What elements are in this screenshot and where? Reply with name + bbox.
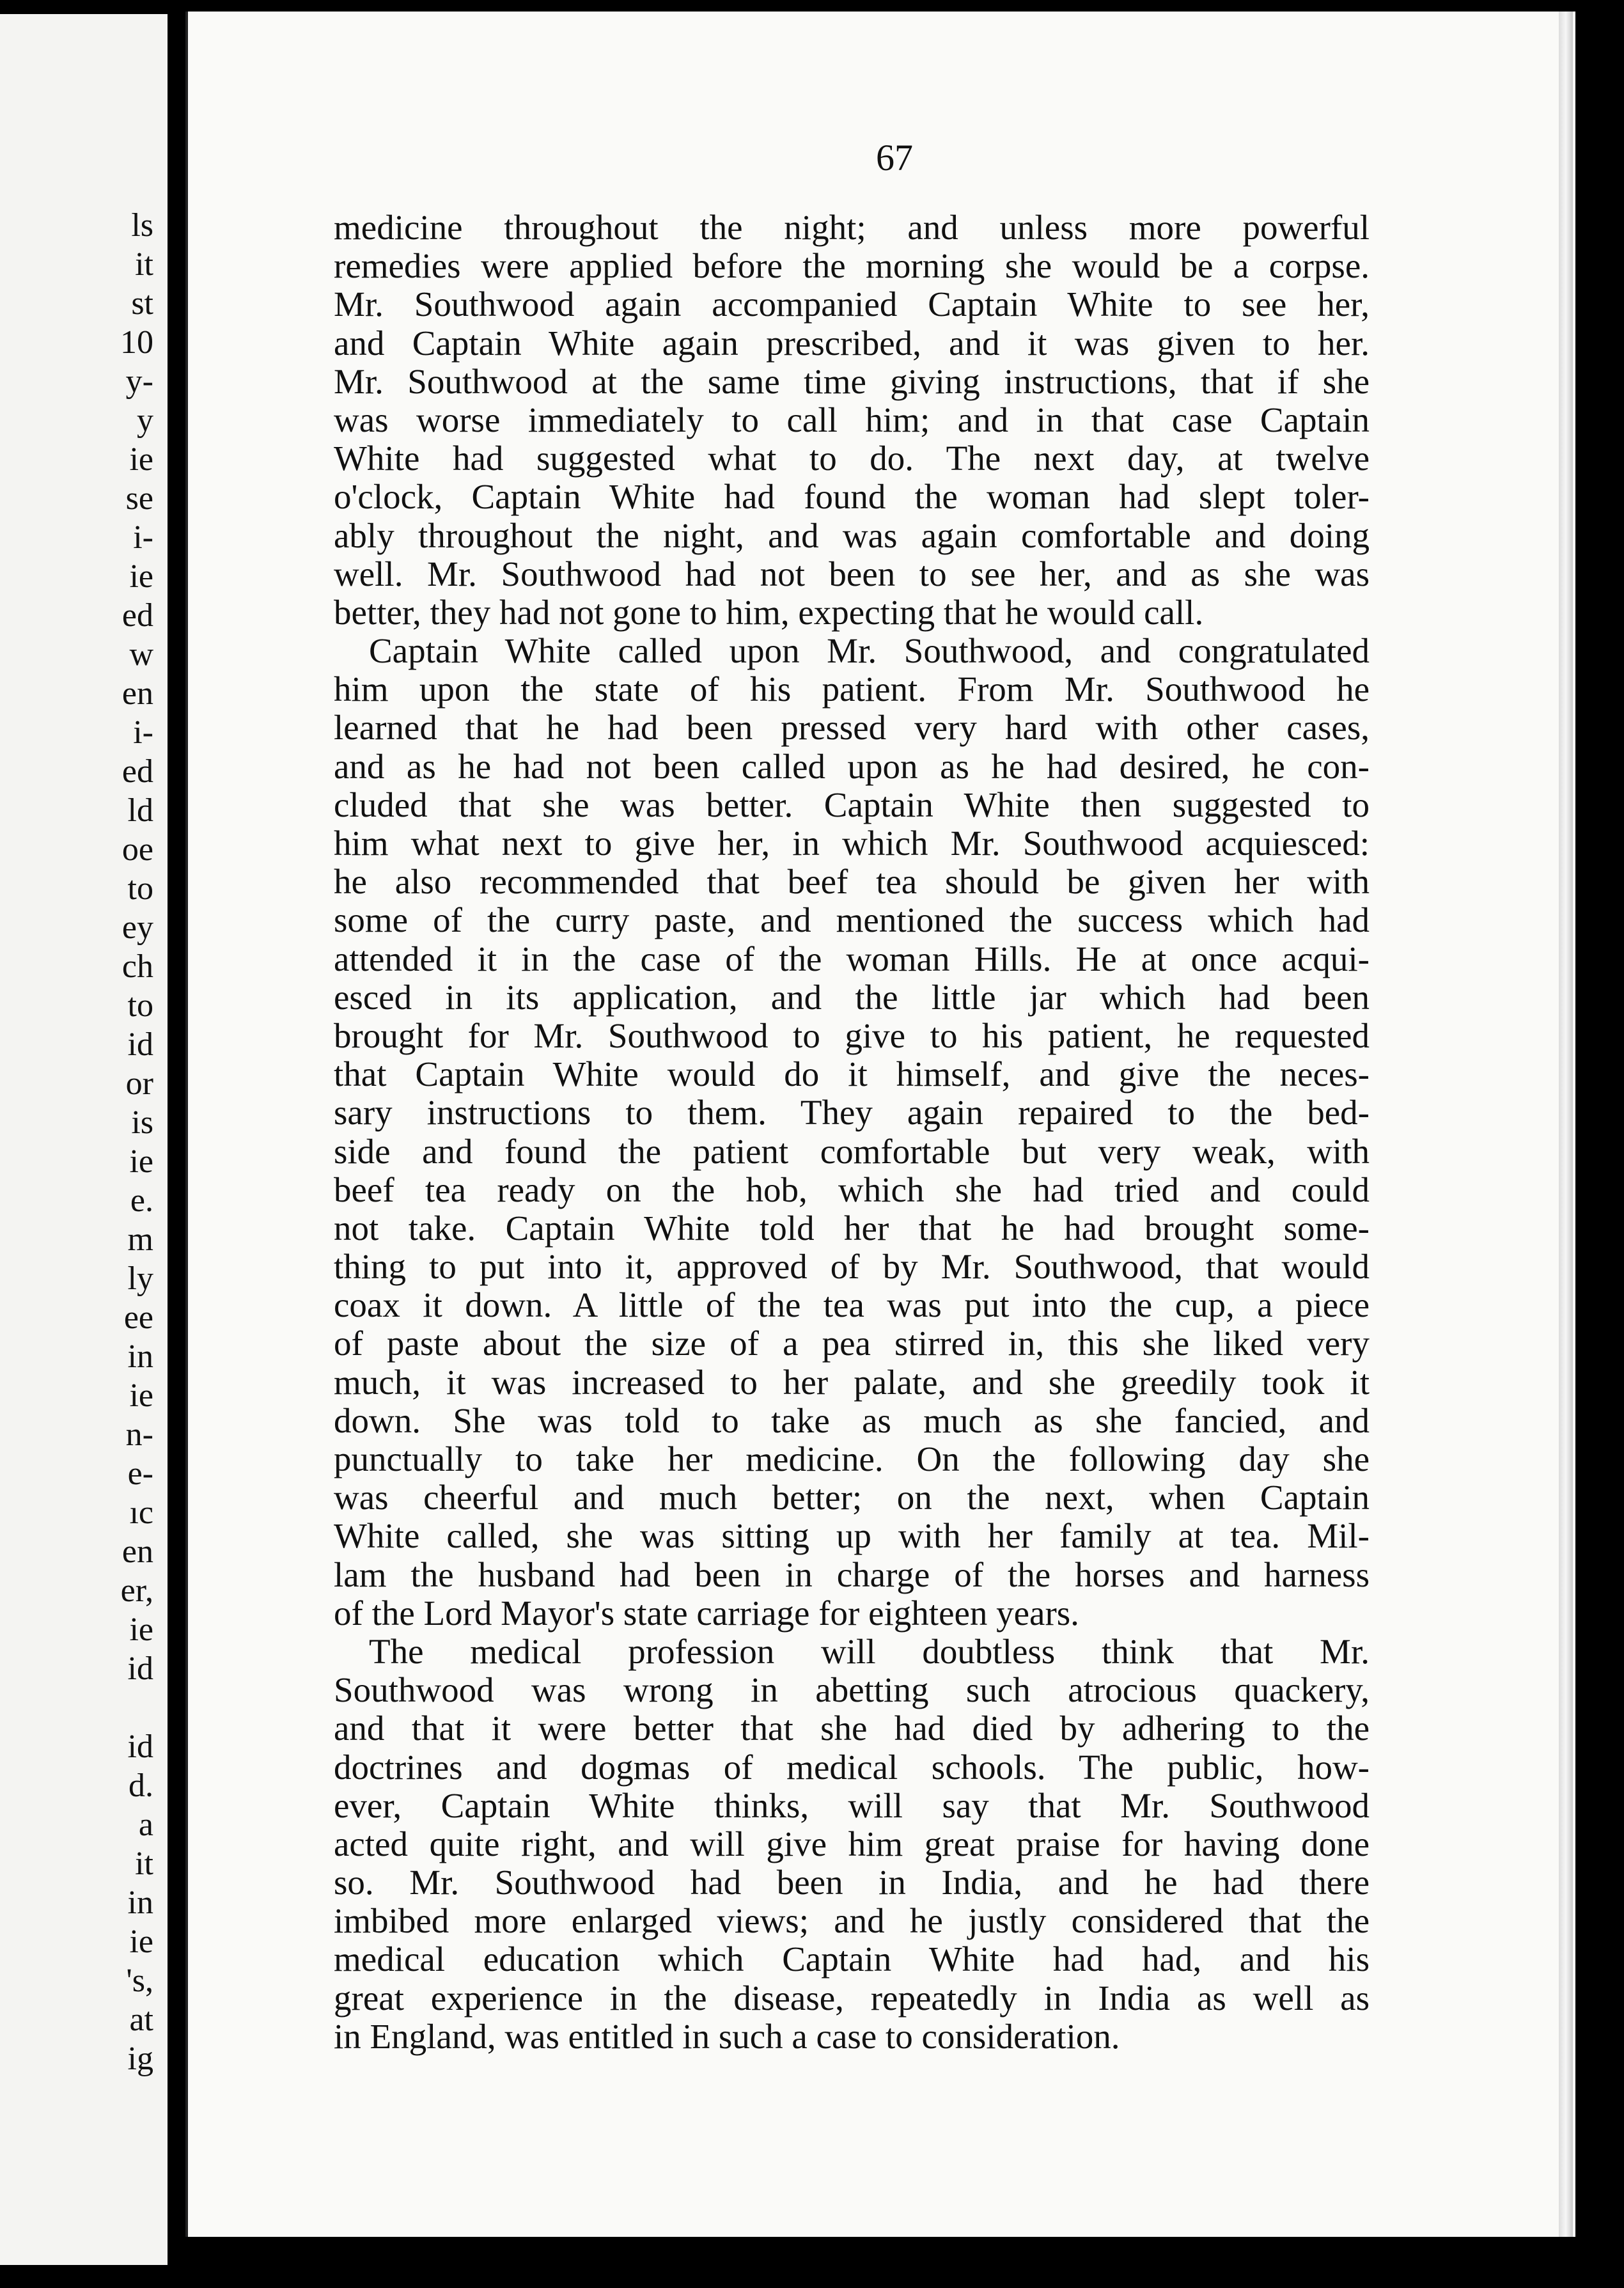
text-line: him what next to give her, in which Mr. Southwood acquiesced: — [334, 824, 1370, 863]
text-line: great experience in the disease, repeatedly in India as well as — [334, 1978, 1370, 2018]
facing-page-fragment: e. — [130, 1182, 153, 1219]
text-line: beef tea ready on the hob, which she had tried and could — [334, 1170, 1370, 1209]
text-line: he also recommended that beef tea should be given her with — [334, 863, 1370, 902]
text-line: ably throughout the night, and was again comfortable and doing — [334, 516, 1370, 555]
text-line: and Captain White again prescribed, and it was given to her. — [334, 324, 1370, 363]
facing-page-fragment: ly — [127, 1260, 153, 1297]
facing-page-fragment: ch — [121, 948, 153, 985]
facing-page-fragment: en — [121, 675, 153, 712]
text-line: of paste about the size of a pea stirred in, this she liked very — [334, 1324, 1370, 1363]
facing-page-fragment: ie — [129, 1377, 153, 1414]
body-text — [334, 208, 1370, 2056]
text-line: thing to put into it, approved of by Mr. Southwood, that would — [334, 1248, 1370, 1287]
text-line: cluded that she was better. Captain White then suggested to — [334, 785, 1370, 824]
facing-page-fragment: id — [127, 1026, 153, 1063]
text-line: was worse immediately to call him; and in that case Captain — [334, 400, 1370, 439]
text-line: imbibed more enlarged views; and he justly considered that the — [334, 1902, 1370, 1941]
facing-page-fragment: oe — [121, 831, 153, 868]
facing-page-fragment — [0, 1688, 153, 1727]
text-line: lam the husband had been in charge of the horses and harness — [334, 1555, 1370, 1594]
facing-page-fragment: ee — [123, 1299, 153, 1336]
text-line: acted quite right, and will give him great praise for having done — [334, 1824, 1370, 1863]
facing-page-fragment: ie — [129, 441, 153, 478]
facing-page-fragment: se — [125, 480, 153, 517]
text-line: o'clock, Captain White had found the woman had slept toler- — [334, 478, 1370, 517]
facing-page-fragment: n- — [125, 1416, 153, 1453]
facing-page-fragment: e- — [127, 1455, 153, 1492]
facing-page-fragment: to — [127, 870, 153, 907]
facing-page-fragment: it — [135, 246, 153, 283]
facing-page-fragment: ig — [127, 2041, 153, 2077]
text-line: White called, she was sitting up with her family at tea. Mil- — [334, 1517, 1370, 1556]
facing-page-fragment: ey — [121, 909, 153, 946]
text-line: down. She was told to take as much as she fancied, and — [334, 1401, 1370, 1440]
text-line: The medical profession will doubtless think that Mr. — [369, 1632, 1370, 1671]
text-line: medical education which Captain White had had, and his — [334, 1940, 1370, 1979]
text-line: much, it was increased to her palate, and she greedily took it — [334, 1363, 1370, 1402]
facing-page-fragment: en — [121, 1533, 153, 1570]
text-line: and that it were better that she had died by adhering to the — [334, 1709, 1370, 1748]
text-line: Captain White called upon Mr. Southwood, and congratulated — [369, 632, 1370, 671]
text-line: ever, Captain White thinks, will say that Mr. Southwood — [334, 1786, 1370, 1825]
facing-page-fragment: id — [127, 1650, 153, 1687]
text-line: Mr. Southwood at the same time giving instructions, that if she — [334, 362, 1370, 401]
text-line: brought for Mr. Southwood to give to his patient, he requested — [334, 1016, 1370, 1055]
text-line: medicine throughout the night; and unless more powerful — [334, 208, 1370, 247]
facing-page-fragment: or — [125, 1065, 153, 1102]
facing-page-fragment: m — [127, 1221, 153, 1258]
text-line: some of the curry paste, and mentioned the success which had — [334, 901, 1370, 940]
text-line: of the Lord Mayor's state carriage for eighteen years. — [334, 1594, 1079, 1633]
facing-page-fragment: ls — [131, 207, 153, 244]
text-line: better, they had not gone to him, expecting that he would call. — [334, 593, 1204, 632]
text-line: was cheerful and much better; on the next, when Captain — [334, 1478, 1370, 1517]
facing-page-fragment: id — [127, 1728, 153, 1765]
page-edge-shadow — [1559, 12, 1573, 2237]
text-line: remedies were applied before the morning she would be a corpse. — [334, 247, 1370, 286]
text-line: esced in its application, and the little jar which had been — [334, 978, 1370, 1017]
facing-page-fragment: er, — [120, 1572, 153, 1609]
text-line: White had suggested what to do. The next day, at twelve — [334, 439, 1370, 478]
text-line: and as he had not been called upon as he had desired, he con- — [334, 747, 1370, 786]
page-number: 67 — [876, 137, 913, 178]
text-line: attended it in the case of the woman Hills. He at once acqui- — [334, 939, 1370, 978]
facing-page-fragment: 10 — [120, 324, 153, 361]
facing-page-fragment: ie — [129, 1924, 153, 1960]
text-line: sary instructions to them. They again repaired to the bed- — [334, 1093, 1370, 1132]
text-line: well. Mr. Southwood had not been to see her, and as she was — [334, 554, 1370, 593]
facing-page-fragment: i- — [133, 519, 153, 556]
facing-page-fragment: st — [131, 285, 153, 322]
facing-page-text-fragments — [0, 206, 153, 2078]
facing-page-fragment: it — [135, 1845, 153, 1882]
text-line: Mr. Southwood again accompanied Captain White to see her, — [334, 285, 1370, 324]
text-line: side and found the patient comfortable but very weak, with — [334, 1132, 1370, 1171]
text-line: him upon the state of his patient. From Mr. Southwood he — [334, 670, 1370, 709]
facing-page-fragment: ie — [129, 1143, 153, 1180]
text-line: learned that he had been pressed very hard with other cases, — [334, 709, 1370, 748]
facing-page-fragment: ld — [127, 792, 153, 829]
facing-page-fragment: ed — [121, 597, 153, 634]
facing-page-fragment: in — [127, 1338, 153, 1375]
facing-page-fragment: ie — [129, 1611, 153, 1648]
facing-page-fragment: at — [129, 2002, 153, 2038]
facing-page-fragment: ie — [129, 558, 153, 595]
facing-page-fragment: ed — [121, 753, 153, 790]
facing-page-fragment: d. — [129, 1767, 153, 1804]
facing-page-fragment: y — [137, 402, 153, 439]
facing-page-edge — [0, 14, 168, 2265]
book-page — [185, 12, 1575, 2237]
facing-page-fragment: in — [127, 1884, 153, 1921]
text-line: coax it down. A little of the tea was put into the cup, a piece — [334, 1286, 1370, 1325]
facing-page-fragment: 's, — [126, 1963, 153, 1999]
text-line: that Captain White would do it himself, and give the neces- — [334, 1055, 1370, 1094]
facing-page-fragment: a — [138, 1806, 153, 1843]
facing-page-fragment: w — [129, 636, 153, 673]
text-line: not take. Captain White told her that he had brought some- — [334, 1209, 1370, 1248]
facing-page-fragment: y- — [125, 363, 153, 400]
text-line: doctrines and dogmas of medical schools. The public, how- — [334, 1748, 1370, 1787]
facing-page-fragment: to — [127, 987, 153, 1024]
facing-page-fragment: is — [131, 1104, 153, 1141]
text-line: so. Mr. Southwood had been in India, and he had there — [334, 1863, 1370, 1902]
facing-page-fragment: i- — [133, 714, 153, 751]
text-line: punctually to take her medicine. On the following day she — [334, 1440, 1370, 1478]
text-line: in England, was entitled in such a case to consideration. — [334, 2017, 1120, 2056]
facing-page-fragment: ıc — [129, 1494, 153, 1531]
text-line: Southwood was wrong in abetting such atrocious quackery, — [334, 1671, 1370, 1710]
